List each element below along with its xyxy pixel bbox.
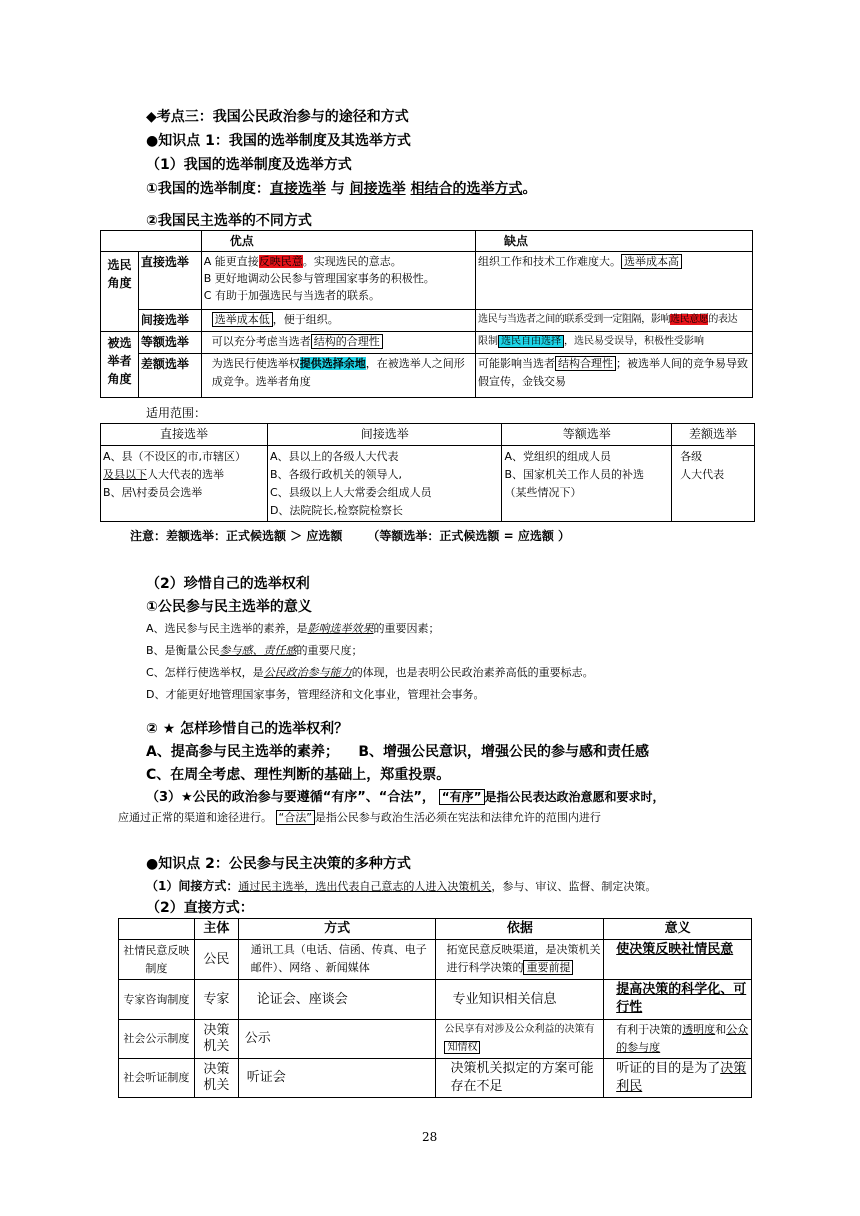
equal-election-label: 等额选举 <box>138 332 201 354</box>
indirect-advantages: 选举成本低 ，便于组织。 <box>201 310 475 332</box>
row3-way: 公示 <box>238 1020 436 1059</box>
row2-way: 论证会、座谈会 <box>238 980 436 1020</box>
diff-advantages: 为选民行使选举权提供选择余地，在被选举人之间形成竞争。选举者角度 <box>201 354 475 398</box>
direct-election-term: 直接选举 <box>269 181 326 197</box>
diff-election-label: 差额选举 <box>138 354 201 398</box>
row1-name: 社情民意反映制度 <box>119 940 195 980</box>
scope-header-diff: 差额选举 <box>672 424 755 446</box>
order-line: （3）★公民的政治参与要遵循“有序”、“合法”， “有序” 是指公民表达政治意愿和要求时， <box>146 790 665 805</box>
voter-angle-label: 选民角度 <box>101 252 139 332</box>
equal-advantages: 可以充分考虑当选者 结构的合理性 <box>201 332 475 354</box>
legal-line: 应通过正常的渠道和途径进行。 “合法” 是指公民参与政治生活必须在宪法和法律允许的范围内进行 <box>118 811 601 824</box>
row3-meaning: 有利于决策的透明度和公众的参与度 <box>604 1020 752 1059</box>
row4-basis: 决策机关拟定的方案可能存在不足 <box>436 1059 604 1098</box>
equal-disadvantages: 限制 选民自由选择 ，选民易受误导，积极性受影响 <box>476 332 753 354</box>
scope-equal-cell: A、党组织的组成人员 B、国家机关工作人员的补选 （某些情况下） <box>502 446 672 522</box>
row1-way: 通讯工具（电话、信函、传真、电子邮件）、网络 、新闻媒体 <box>238 940 436 980</box>
meaning-c: C、怎样行使选举权，是公民政治参与能力的体现，也是表明公民政治素养高低的重要标志。 <box>146 666 594 679</box>
indirect-election-term: 间接选举 <box>349 181 406 197</box>
subsection-3-title: （2）珍惜自己的选举权利 <box>146 576 310 592</box>
row2-name: 专家咨询制度 <box>119 980 195 1020</box>
knowledge-point-2-title: ●知识点 2：公民参与民主决策的多种方式 <box>146 856 411 872</box>
scope-label: 适用范围： <box>146 406 207 420</box>
subsection-2-title: ②我国民主选举的不同方式 <box>146 213 312 229</box>
direct-election-label: 直接选举 <box>138 252 201 310</box>
row2-subject: 专家 <box>194 980 238 1020</box>
knowledge-point-1-title: ●知识点 1：我国的选举制度及其选举方式 <box>146 133 411 149</box>
decision-methods-table <box>118 918 752 1098</box>
section-title: ◆考点三：我国公民政治参与的途径和方式 <box>146 109 409 125</box>
page-number: 28 <box>422 1130 438 1144</box>
direct-disadvantages: 组织工作和技术工作难度大。 选举成本高 <box>476 252 753 310</box>
direct-advantages: A 能更直接反映民意。实现选民的意志。 B 更好地调动公民参与管理国家事务的积极性。 C 有助于加强选民与当选者的联系。 <box>201 252 475 310</box>
scope-table <box>100 423 755 522</box>
cherish-ab: A、提高参与民主选举的素养； B、增强公民意识，增强公民的参与感和责任感 <box>146 744 649 760</box>
row1-meaning: 使决策反映社情民意 <box>604 940 752 980</box>
header-way: 方式 <box>238 919 436 940</box>
meaning-a: A、选民参与民主选举的素养，是影响选举效果的重要因素； <box>146 622 440 635</box>
header-disadvantages: 缺点 <box>504 234 529 248</box>
meaning-title: ①公民参与民主选举的意义 <box>146 599 312 615</box>
combined-term: 相结合的选举方式 <box>410 181 523 197</box>
scope-header-indirect: 间接选举 <box>267 424 502 446</box>
scope-diff-cell: 各级 人大代表 <box>672 446 755 522</box>
row4-meaning: 听证的目的是为了决策利民 <box>604 1059 752 1098</box>
cherish-title: ② ★ 怎样珍惜自己的选举权利？ <box>146 721 349 737</box>
row3-name: 社会公示制度 <box>119 1020 195 1059</box>
meaning-b: B、是衡量公民参与感、责任感的重要尺度； <box>146 644 363 657</box>
indirect-way-line: （1）间接方式：通过民主选举，选出代表自己意志的人进入决策机关，参与、审议、监督、制定决策。 <box>146 879 657 893</box>
header-subject: 主体 <box>194 919 238 940</box>
direct-way-title: （2）直接方式： <box>146 900 254 916</box>
election-system-line <box>146 178 536 198</box>
meaning-d: D、才能更好地管理国家事务，管理经济和文化事业，管理社会事务。 <box>146 688 485 701</box>
indirect-election-label: 间接选举 <box>138 310 201 332</box>
indirect-disadvantages: 选民与当选者之间的联系受到一定阻隔，影响选民意愿的表达 <box>476 310 753 332</box>
diff-disadvantages: 可能影响当选者 结构合理性 ；被选举人间的竞争易导致假宣传，金钱交易 <box>476 354 753 398</box>
conjunction: 与 <box>325 181 350 197</box>
scope-direct-cell: A、县（不设区的市,市辖区） 及县以下人大代表的选举 B、居\村委员会选举 <box>101 446 268 522</box>
row3-basis: 公民享有对涉及公众利益的决策有知情权 <box>436 1020 604 1059</box>
scope-indirect-cell: A、县以上的各级人大代表 B、各级行政机关的领导人, C、县级以上人大常委会组成人员 D、法院院长,检察院检察长 <box>267 446 502 522</box>
row2-meaning: 提高决策的科学化、可行性 <box>604 980 752 1020</box>
cherish-c: C、在周全考虑、理性判断的基础上，郑重投票。 <box>146 767 451 783</box>
header-advantages: 优点 <box>229 234 254 248</box>
subsection-1-title: （1）我国的选举制度及选举方式 <box>146 157 352 173</box>
scope-header-equal: 等额选举 <box>502 424 672 446</box>
row4-subject: 决策机关 <box>194 1059 238 1098</box>
period: 。 <box>522 181 537 197</box>
row1-subject: 公民 <box>194 940 238 980</box>
scope-header-direct: 直接选举 <box>101 424 268 446</box>
row4-way: 听证会 <box>238 1059 436 1098</box>
note-line: 注意：差额选举：正式候选额 ＞ 应选额 （等额选举：正式候选额 = 应选额 ） <box>130 529 571 543</box>
election-system-prefix: ①我国的选举制度： <box>146 181 270 197</box>
header-basis: 依据 <box>436 919 604 940</box>
row2-basis: 专业知识相关信息 <box>436 980 604 1020</box>
header-meaning: 意义 <box>604 919 752 940</box>
row4-name: 社会听证制度 <box>119 1059 195 1098</box>
candidate-angle-label: 被选举者角度 <box>101 332 139 398</box>
row3-subject: 决策机关 <box>194 1020 238 1059</box>
election-methods-table <box>100 230 753 398</box>
row1-basis: 拓宽民意反映渠道，是决策机关进行科学决策的 重要前提 <box>436 940 604 980</box>
